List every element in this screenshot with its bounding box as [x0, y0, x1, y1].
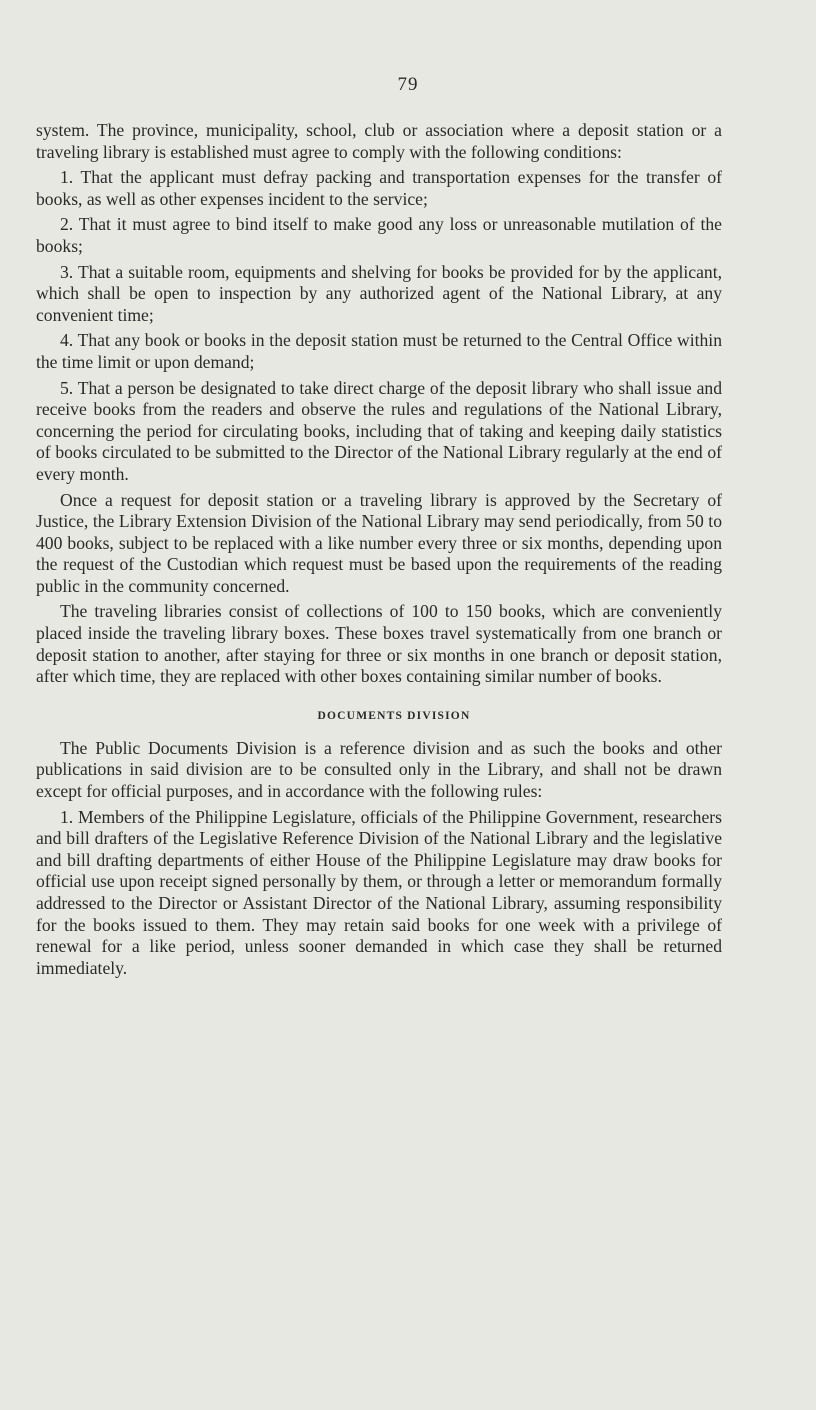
- traveling-libraries-paragraph: The traveling libraries consist of collections of 100 to 150 books, which are conveniently placed inside the traveling library boxes. These boxes travel systematically from one branch or deposit station to another, after staying for three or six months in one branch or deposit station, after which time, they are replaced with other boxes containing similar number of books.: [36, 601, 722, 687]
- condition-1: 1. That the applicant must defray packing and transportation expenses for the transfer of books, as well as other expenses incident to the service;: [36, 167, 722, 209]
- page-number: 79: [397, 74, 419, 95]
- documents-division-paragraph: The Public Documents Division is a reference division and as such the books and other publications in said division are to be consulted only in the Library, and shall not be drawn except for official purposes, and in accordance with the following rules:: [36, 737, 722, 802]
- section-heading-documents-division: DOCUMENTS DIVISION: [317, 709, 471, 722]
- condition-4: 4. That any book or books in the deposit station must be returned to the Central Office within the time limit or upon demand;: [36, 330, 722, 372]
- condition-2: 2. That it must agree to bind itself to make good any loss or unreasonable mutilation of the books;: [36, 214, 722, 256]
- condition-5: 5. That a person be designated to take direct charge of the deposit library who shall issue and receive books from the readers and observe the rules and regulations of the National Library, concerning the period for circulating books, including that of taking and keeping daily statistics of books circulated to be submitted to the Director of the National Library regularly at the end of every month.: [36, 377, 722, 484]
- condition-3: 3. That a suitable room, equipments and shelving for books be provided for by the applicant, which shall be open to inspection by any authorized agent of the National Library, at any convenient time;: [36, 261, 722, 325]
- opening-paragraph: system. The province, municipality, school, club or association where a deposit station or a traveling library is established must agree to comply with the following conditions:: [36, 120, 722, 162]
- request-paragraph: Once a request for deposit station or a traveling library is approved by the Secretary of Justice, the Library Extension Division of the National Library may send periodically, from 50 to 400 books, subject to be replaced with a like number every three or six months, depending upon the request of the Custodian which request must be based upon the requirements of the reading public in the community concerned.: [36, 489, 722, 596]
- documents-rule-1: 1. Members of the Philippine Legislature, officials of the Philippine Government, researchers and bill drafters of the Legislative Reference Division of the National Library and the legislative and bill drafting departments of either House of the Philippine Legislature may draw books for official use upon receipt signed personally by them, or through a letter or memorandum formally addressed to the Director or Assistant Director of the National Library, assuming responsibility for the books issued to them. They may retain said books for one week with a privilege of renewal for a like period, unless sooner demanded in which case they shall be returned immediately.: [36, 806, 722, 978]
